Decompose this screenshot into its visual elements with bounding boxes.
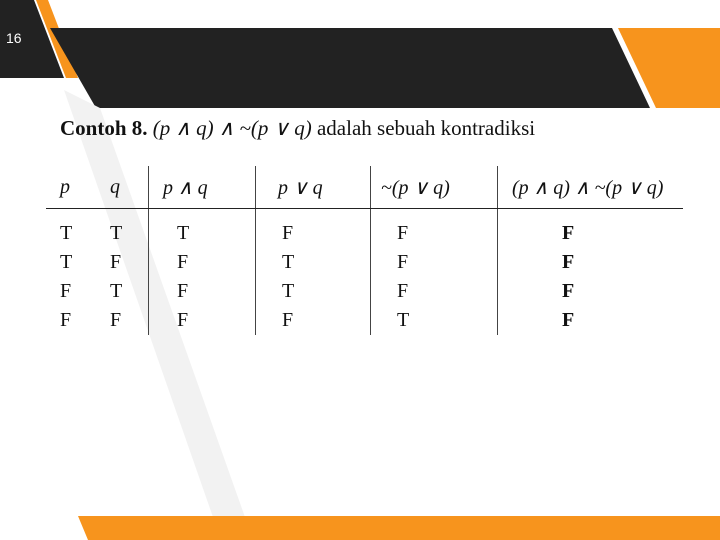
truth-table-header-row (46, 166, 683, 209)
cell-p-or-q: T (256, 277, 371, 306)
header-p-or-q: p ∨ q (256, 166, 371, 209)
example-label: Contoh 8. (60, 116, 148, 140)
cell-p-and-q: F (149, 248, 256, 277)
cell-result: F (562, 280, 575, 302)
table-row (46, 248, 683, 277)
cell-not-p-or-q: T (371, 306, 498, 335)
cell-p-or-q: F (256, 209, 371, 249)
heading-expression: (p ∧ q) ∧ ~(p ∨ q) (152, 116, 312, 140)
cell-p-or-q: F (256, 306, 371, 335)
header-p-and-q: p ∧ q (149, 166, 256, 209)
cell-not-p-or-q: F (371, 209, 498, 249)
heading-text: adalah sebuah kontradiksi (316, 116, 536, 140)
slide-heading (60, 116, 535, 141)
top-dark-band (50, 28, 650, 108)
header-p: p (46, 166, 104, 209)
cell-result: F (562, 309, 575, 331)
cell-p: T (60, 222, 73, 244)
cell-p: F (60, 309, 72, 331)
table-row (46, 306, 683, 335)
header-q: q (104, 166, 149, 209)
header-not-p-or-q: ~(p ∨ q) (371, 166, 498, 209)
cell-p: T (60, 251, 73, 273)
cell-q: F (104, 248, 149, 277)
cell-p-and-q: F (149, 277, 256, 306)
cell-p-and-q: F (149, 306, 256, 335)
cell-p-or-q: T (256, 248, 371, 277)
cell-q: T (104, 277, 149, 306)
cell-not-p-or-q: F (371, 277, 498, 306)
cell-p-and-q: T (149, 209, 256, 249)
table-row (46, 277, 683, 306)
slide-number: 16 (6, 30, 22, 46)
table-row (46, 209, 683, 249)
header-result: (p ∧ q) ∧ ~(p ∨ q) (498, 166, 684, 209)
truth-table (46, 166, 683, 335)
cell-result: F (562, 222, 575, 244)
cell-p: F (60, 280, 72, 302)
cell-q: T (104, 209, 149, 249)
cell-result: F (562, 251, 575, 273)
cell-not-p-or-q: F (371, 248, 498, 277)
cell-q: F (104, 306, 149, 335)
bottom-orange-band (78, 516, 720, 540)
